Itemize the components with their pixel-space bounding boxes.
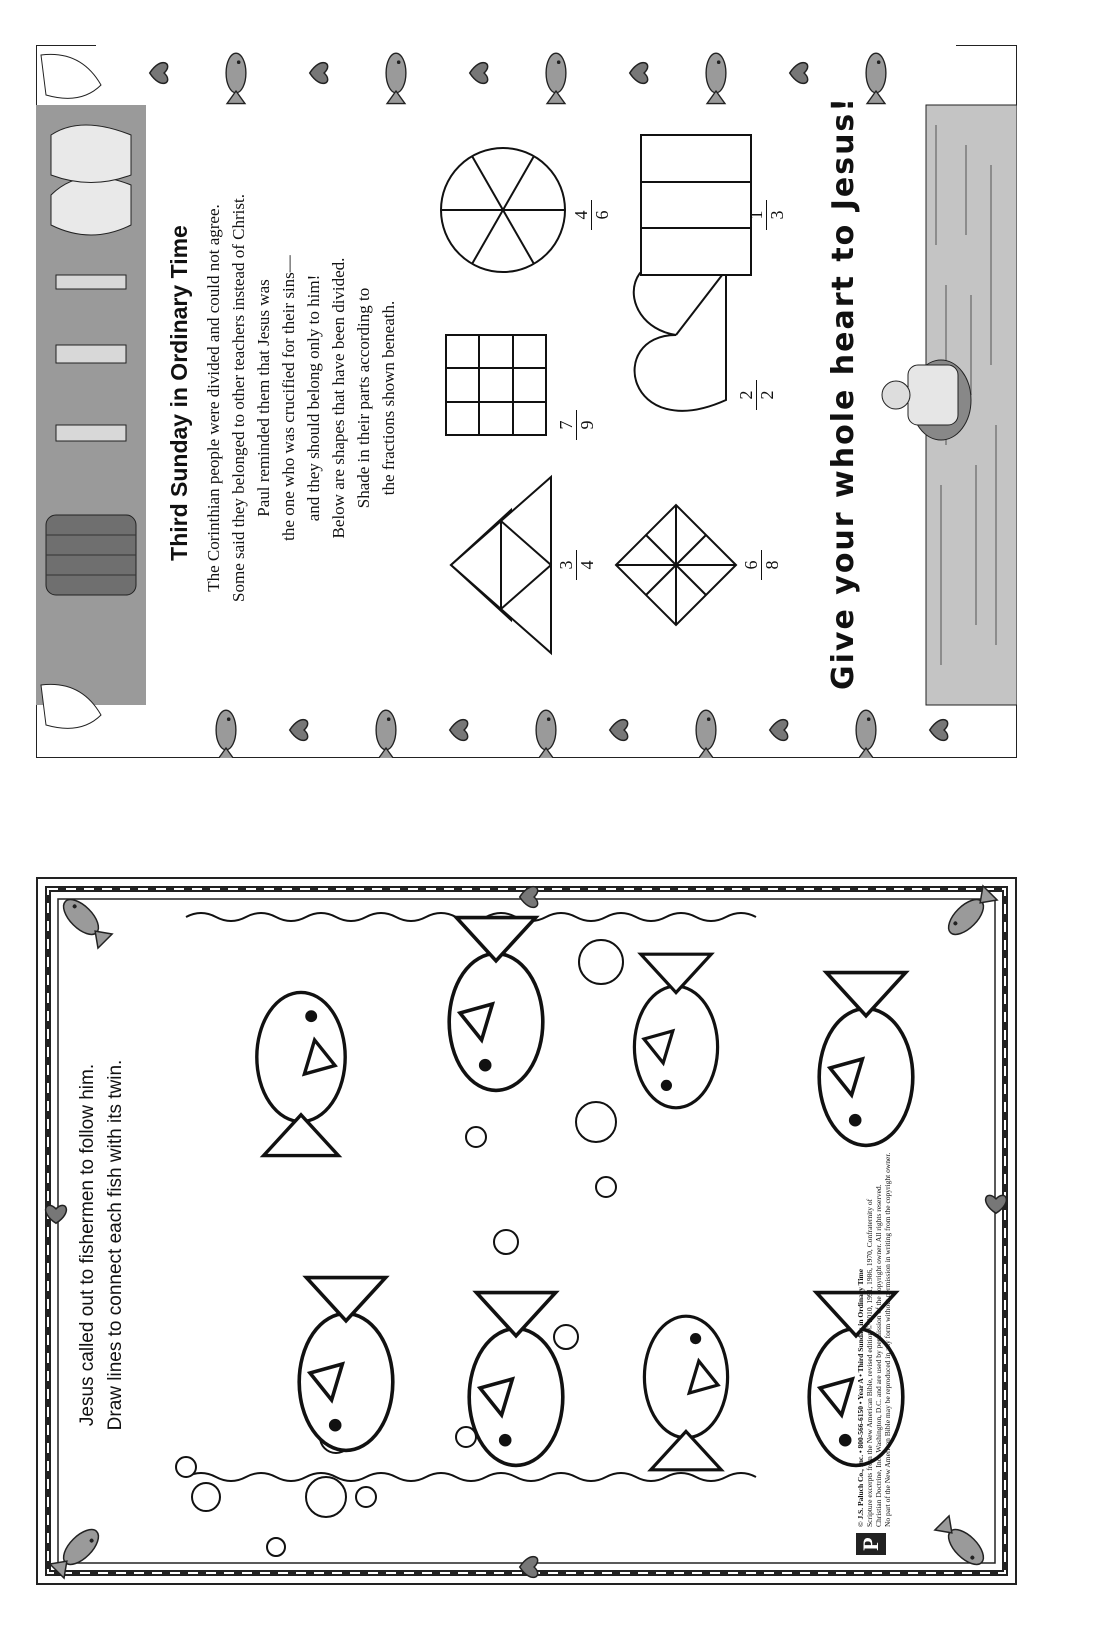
footer-line-1: © J.S. Paluch Co., Inc. • 800-566-6150 • Year A • Third Sunday in Ordinary Time (856, 1268, 865, 1527)
body-line: Some said they belonged to other teachers instead of Christ. (229, 194, 248, 602)
fractions-activity-panel (36, 45, 1017, 758)
body-line: and they should belong only to him! (304, 274, 323, 522)
instructions-text (74, 945, 130, 1545)
footer-line-3: Christian Doctrine, Inc., Washington, D.C. and are used by permission of the copyright owner. All rights reserved. (874, 1184, 883, 1527)
page-title: Third Sunday in Ordinary Time (166, 225, 192, 561)
body-line: the one who was crucified for their sins— (279, 255, 298, 541)
instruction-line-1: Jesus called out to fishermen to follow him. (77, 1063, 98, 1427)
copyright-footer (856, 895, 892, 1555)
fraction-label-heart: 2 2 (736, 380, 777, 410)
body-line: the fractions shown beneath. (379, 300, 398, 496)
fish-matching-panel (36, 877, 1017, 1585)
instruction-line-2: Draw lines to connect each fish with its twin. (105, 1059, 126, 1431)
rotated-instructions-layer (36, 877, 1017, 1585)
body-line: Paul reminded them that Jesus was (254, 279, 273, 517)
slogan-text: Give your whole heart to Jesus! (826, 96, 861, 690)
fraction-label-circle: 4 6 (571, 200, 612, 230)
footer-line-4: No part of the New American Bible may be reproduced in any form without permission in writing from the copyright owner. (883, 1152, 892, 1527)
publisher-logo: P (856, 1533, 886, 1555)
fraction-label-rectangle: 1 3 (746, 200, 787, 230)
body-text (201, 98, 401, 698)
footer-line-2: Scripture excerpts from the New American Bible, revised edition © 2010, 1991, 1986, 1970, Confraternity of (865, 1198, 874, 1527)
rotated-text-layer (36, 45, 1017, 758)
body-line: The Corinthian people were divided and could not agree. (204, 204, 223, 592)
fraction-label-grid: 7 9 (556, 410, 597, 440)
fraction-label-triangle: 3 4 (556, 550, 597, 580)
body-line: Shade in their parts according to (354, 287, 373, 509)
fraction-label-diamond: 6 8 (741, 550, 782, 580)
body-line: Below are shapes that have been divided. (329, 257, 348, 539)
